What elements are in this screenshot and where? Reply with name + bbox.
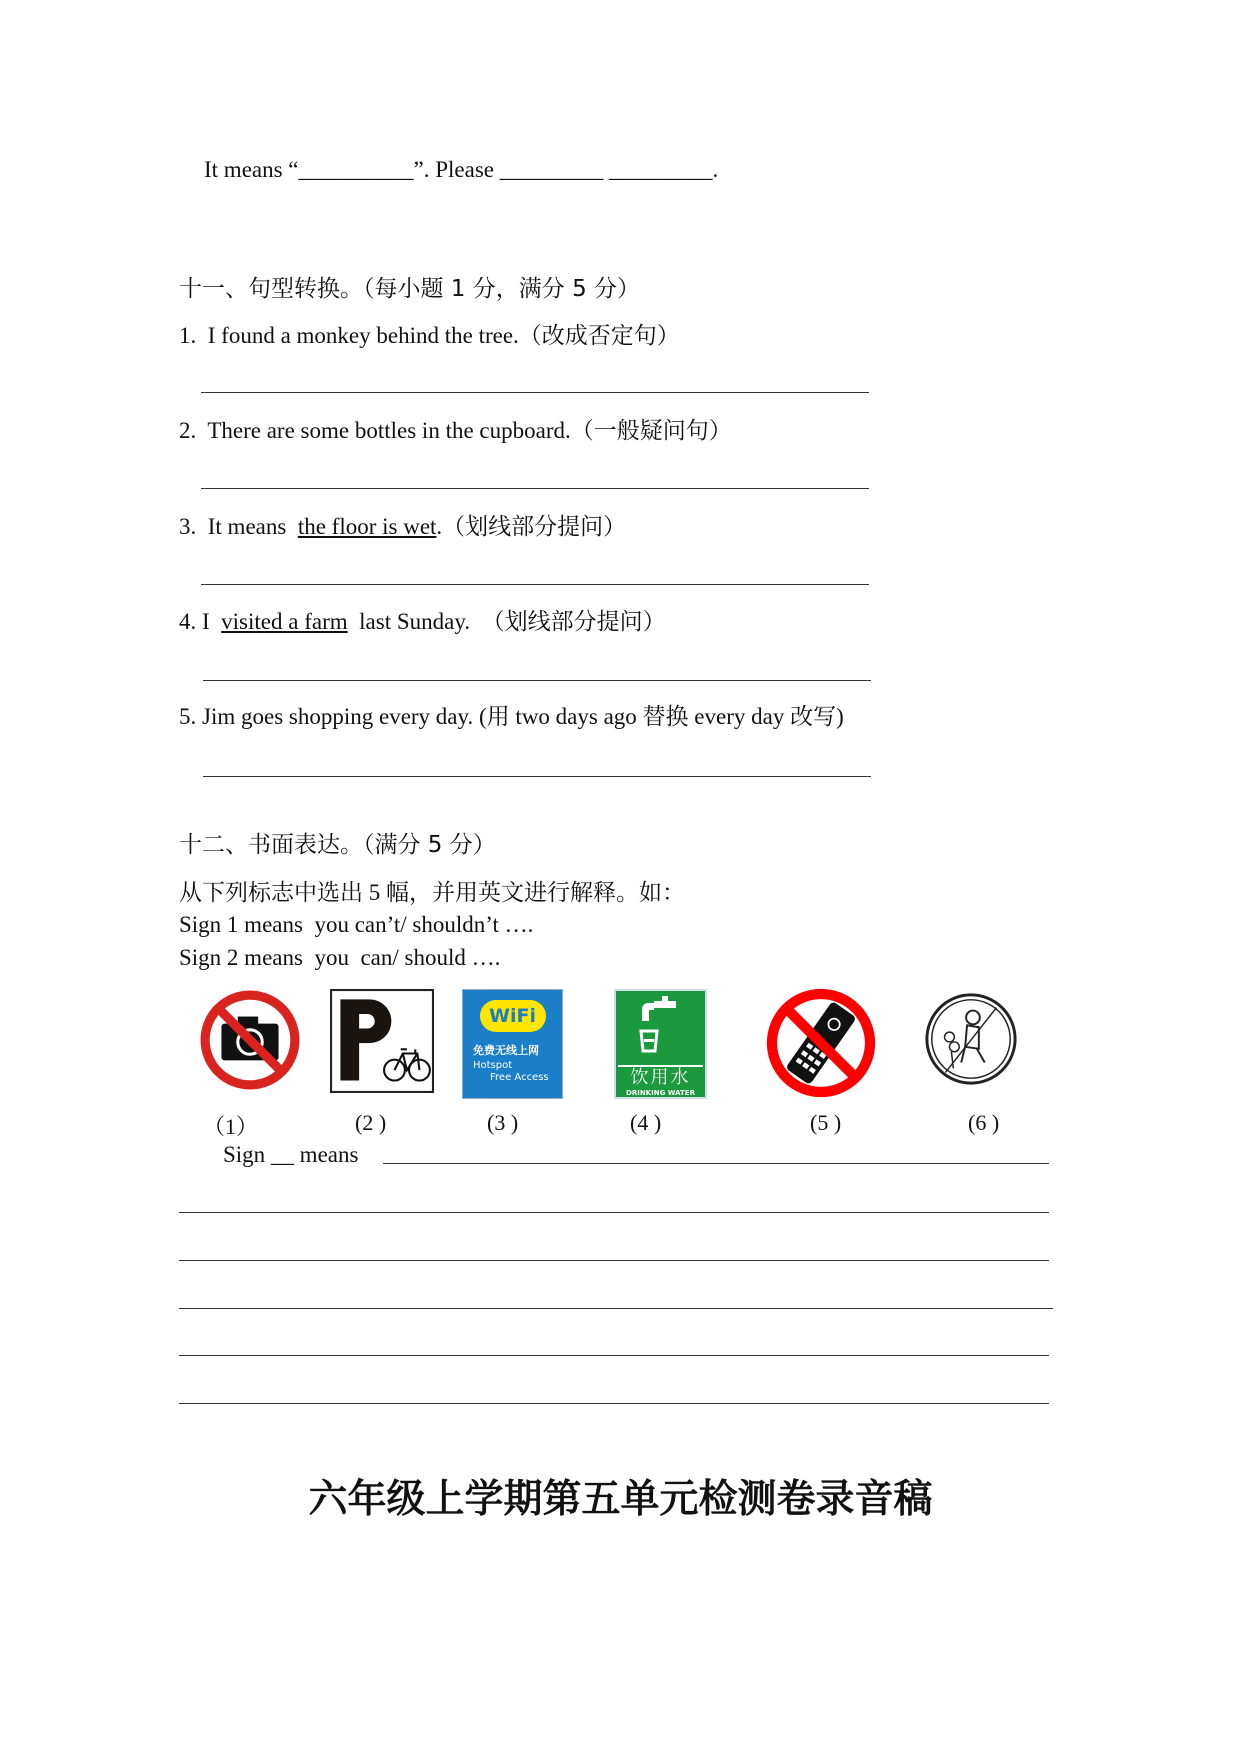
q-num: 2. bbox=[179, 418, 197, 443]
tap-cup-icon bbox=[616, 991, 705, 1061]
writing-line-6[interactable] bbox=[179, 1403, 1049, 1404]
q-text: I found a monkey behind the tree. bbox=[207, 323, 519, 348]
footer-title: 六年级上学期第五单元检测卷录音稿 bbox=[308, 1477, 933, 1522]
answer-line-2[interactable] bbox=[201, 488, 869, 489]
sign-label-2: (2 ) bbox=[355, 1110, 387, 1135]
sign-label-4: (4 ) bbox=[630, 1110, 662, 1135]
wifi-logo: WiFi bbox=[480, 1000, 546, 1032]
q-note: （划线部分提问） bbox=[470, 609, 666, 634]
sign-label-3: (3 ) bbox=[487, 1110, 519, 1135]
sign-label-1: （1） bbox=[203, 1114, 259, 1139]
sign-label-6: (6 ) bbox=[968, 1110, 1000, 1135]
example-2: Sign 2 means you can/ should …. bbox=[179, 945, 501, 970]
q-num: 5. bbox=[179, 704, 197, 729]
answer-line-4[interactable] bbox=[203, 680, 871, 681]
q-num: 3. bbox=[179, 514, 197, 539]
answer-line-1[interactable] bbox=[201, 392, 869, 393]
q-text: It means bbox=[207, 514, 293, 539]
writing-line-2[interactable] bbox=[179, 1212, 1049, 1213]
writing-line-3[interactable] bbox=[179, 1260, 1049, 1261]
wifi-text-en2: Free Access bbox=[490, 1072, 549, 1083]
q-text: I bbox=[202, 609, 216, 634]
instruction: 从下列标志中选出 5 幅，并用英文进行解释。如： bbox=[179, 880, 685, 905]
example-1: Sign 1 means you can’t/ shouldn’t …. bbox=[179, 912, 534, 937]
q-underlined: the floor is wet bbox=[297, 514, 437, 539]
wifi-text-en1: Hotspot bbox=[473, 1060, 513, 1071]
water-text-cn: 饮用水 bbox=[630, 1067, 691, 1088]
wifi-text-cn: 免费无线上网 bbox=[473, 1044, 539, 1057]
drinking-water-icon bbox=[614, 989, 707, 1099]
water-text-en: DRINKING WATER bbox=[626, 1089, 695, 1097]
answer-line-3[interactable] bbox=[201, 584, 869, 585]
answer-prompt: Sign __ means bbox=[223, 1142, 359, 1167]
q-note: （划线部分提问） bbox=[442, 514, 627, 539]
wifi-hotspot-icon bbox=[462, 989, 563, 1099]
q-num: 1. bbox=[179, 323, 197, 348]
q-post: last Sunday. bbox=[347, 609, 471, 634]
writing-line-1[interactable] bbox=[383, 1163, 1049, 1164]
q-note: （改成否定句） bbox=[518, 323, 680, 348]
writing-line-5[interactable] bbox=[179, 1355, 1049, 1356]
section-11-heading: 十一、句型转换。（每小题 1 分，满分 5 分） bbox=[179, 276, 641, 302]
no-camera-icon bbox=[199, 989, 301, 1091]
q-note: （一般疑问句） bbox=[570, 418, 732, 443]
answer-line-5[interactable] bbox=[203, 776, 871, 777]
no-picking-flowers-icon bbox=[922, 989, 1020, 1089]
sign-label-5: (5 ) bbox=[810, 1110, 842, 1135]
q-post: . bbox=[436, 514, 443, 539]
section-12-heading: 十二、书面表达。（满分 5 分） bbox=[179, 832, 496, 858]
q-text: Jim goes shopping every day. (用 two days ago 替换 every day 改写) bbox=[202, 704, 844, 729]
q-num: 4. bbox=[179, 609, 197, 634]
q-text: There are some bottles in the cupboard. bbox=[207, 418, 571, 443]
writing-line-4[interactable] bbox=[179, 1308, 1053, 1309]
carry-over-line: It means “__________”. Please _________ _________. bbox=[204, 157, 719, 182]
no-phone-icon bbox=[764, 986, 878, 1100]
bicycle-parking-icon bbox=[330, 989, 434, 1093]
q-underlined: visited a farm bbox=[221, 609, 348, 634]
